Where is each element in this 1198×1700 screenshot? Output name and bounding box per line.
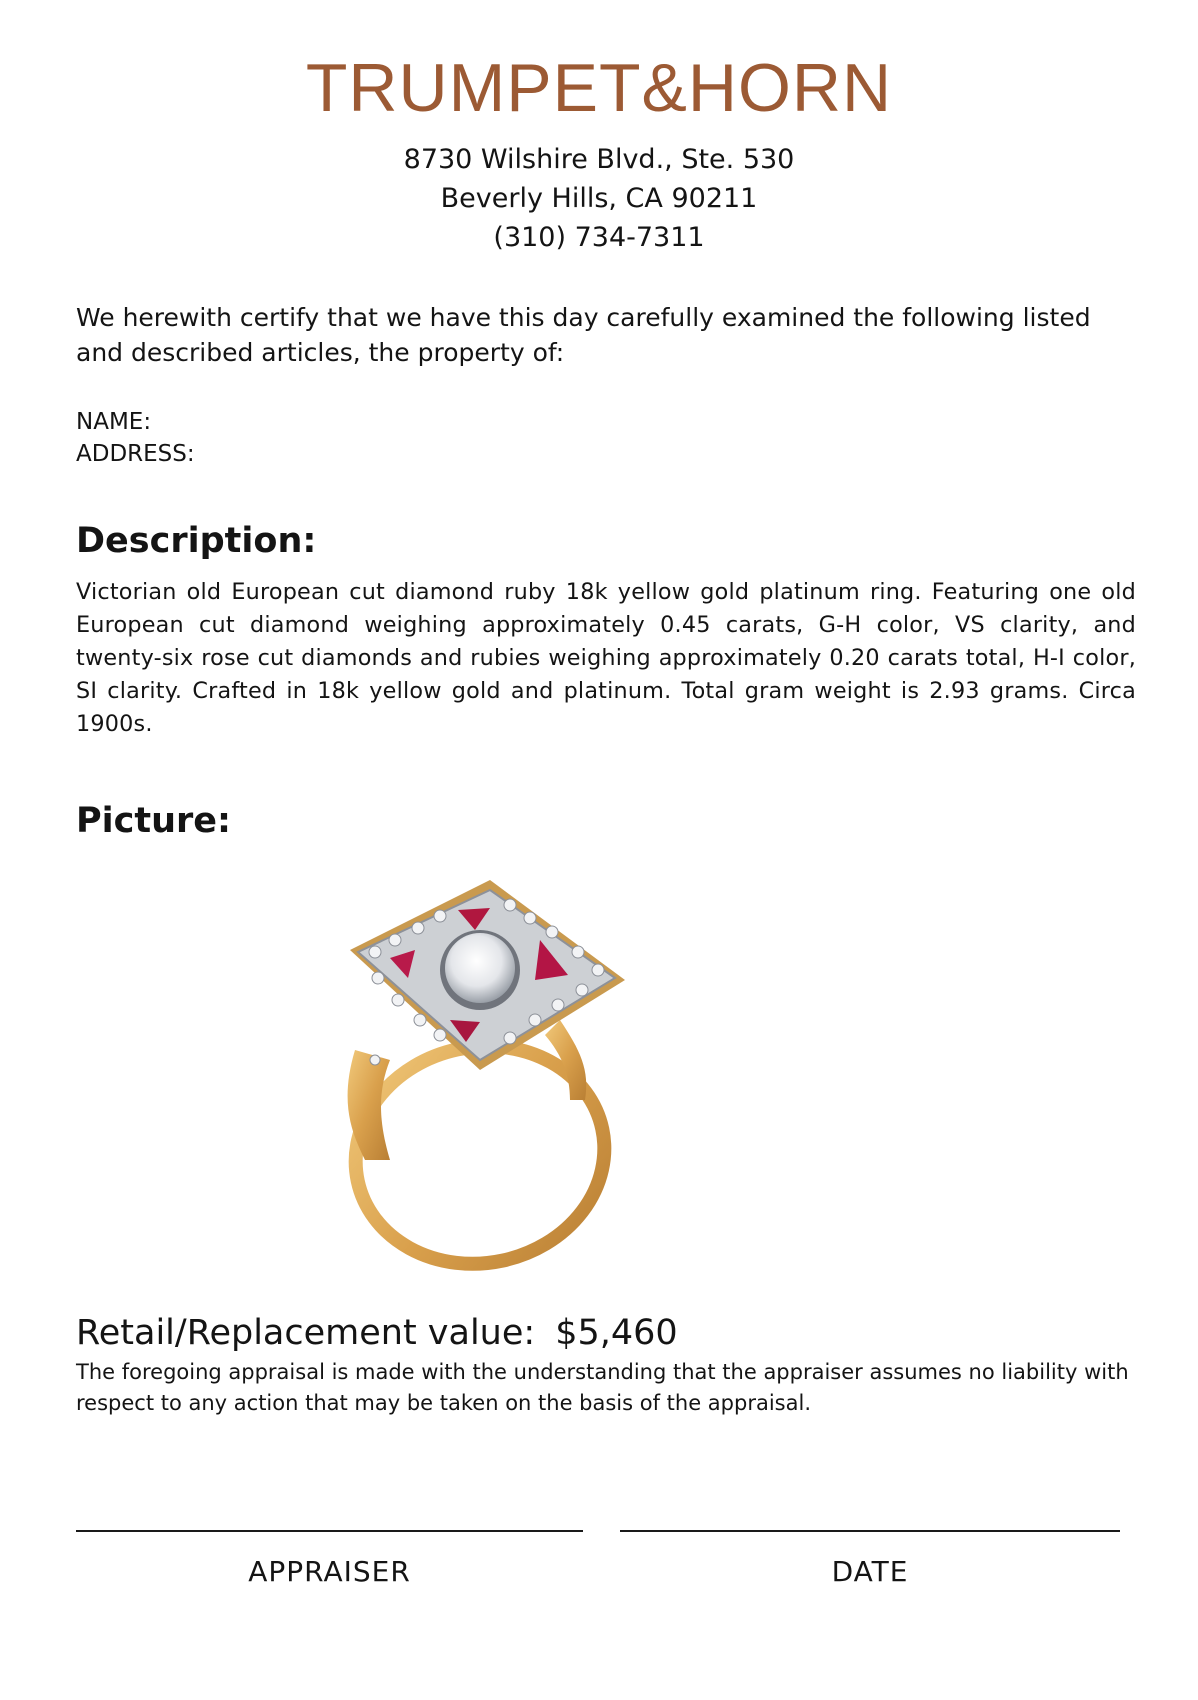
name-label: NAME:: [76, 409, 152, 435]
ring-illustration: [330, 860, 670, 1280]
retail-value-amount: $5,460: [555, 1313, 678, 1353]
description-text: Victorian old European cut diamond ruby 18k yellow gold platinum ring. Featuring one old European cut diamond weighing approximately 0.45 carats, G-H color, VS clarity, and twenty-six rose cut diamonds and rubies weighing approximately 0.20 carats total, H-I color, SI clarity. Crafted in 18k yellow gold and platinum. Total gram weight is 2.93 grams. Circa 1900s.: [76, 579, 1136, 737]
owner-fields: [76, 406, 195, 470]
appraiser-label: APPRAISER: [248, 1555, 411, 1588]
address-line-2: Beverly Hills, CA 90211: [440, 183, 758, 214]
date-signature-line: [620, 1530, 1120, 1532]
picture-heading: Picture:: [76, 801, 232, 841]
retail-value-label: Retail/Replacement value:: [76, 1313, 536, 1353]
address-label: ADDRESS:: [76, 441, 195, 467]
company-logo: TRUMPET&HORN: [305, 50, 893, 126]
phone-number: (310) 734-7311: [493, 222, 705, 253]
address-line-1: 8730 Wilshire Blvd., Ste. 530: [403, 144, 795, 175]
certification-statement: We herewith certify that we have this day carefully examined the following listed and described articles, the property of:: [76, 303, 1091, 367]
company-address: [0, 140, 1198, 257]
appraiser-signature-line: [76, 1530, 583, 1532]
ring-photo: [330, 860, 670, 1280]
retail-value: [76, 1312, 678, 1354]
description-heading: Description:: [76, 521, 317, 561]
disclaimer-text: The foregoing appraisal is made with the understanding that the appraiser assumes no liability with respect to any action that may be taken on the basis of the appraisal.: [76, 1360, 1129, 1415]
date-label: DATE: [831, 1555, 909, 1588]
